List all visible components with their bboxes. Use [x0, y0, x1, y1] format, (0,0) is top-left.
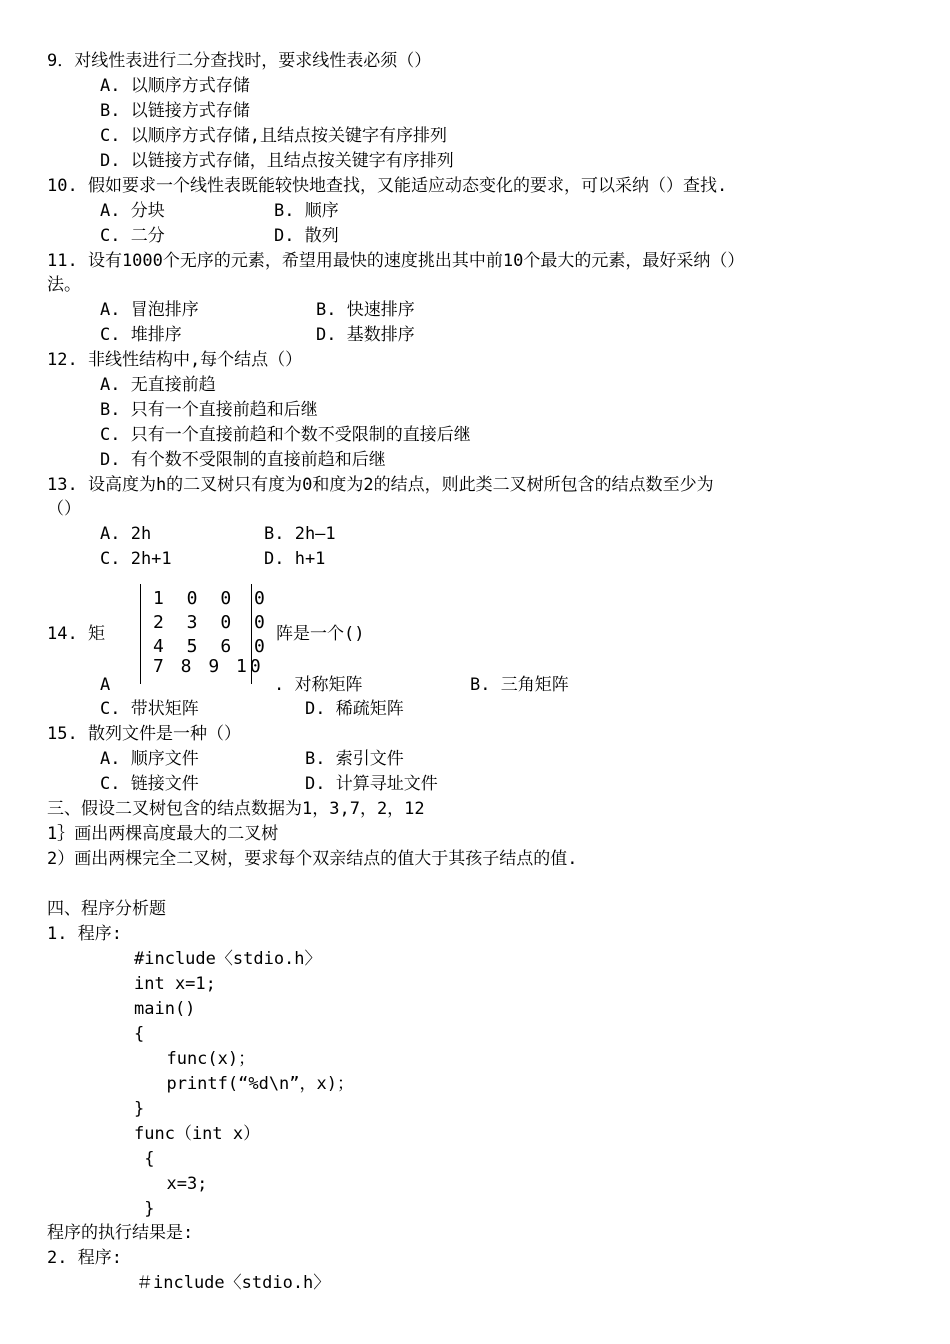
q13-option-d: D. h+1 [264, 549, 326, 569]
q12-stem: 12. 非线性结构中,每个结点（） [47, 350, 303, 370]
code-line: printf(“%d\n”，x)； [146, 1074, 354, 1094]
matrix [140, 584, 271, 684]
q9-option-a: A. 以顺序方式存储 [100, 76, 250, 96]
q14-stem-left: 14. 矩 [47, 624, 105, 644]
code-line: #include〈stdio.h〉 [134, 949, 322, 969]
q15-option-c: C. 链接文件 [100, 774, 199, 794]
code-line: func(x)； [146, 1049, 256, 1069]
q13-stem: 13. 设高度为h的二叉树只有度为0和度为2的结点，则此类二叉树所包含的结点数至少为 [47, 475, 714, 495]
q11-stem-cont: 法。 [47, 275, 81, 295]
q9-stem: 9．对线性表进行二分查找时，要求线性表必须（） [47, 51, 432, 71]
q14-option-b: B. 三角矩阵 [470, 675, 569, 695]
q13-stem-cont: （） [47, 499, 81, 519]
q12-option-c: C. 只有一个直接前趋和个数不受限制的直接后继 [100, 425, 471, 445]
q10-option-d: D. 散列 [274, 226, 339, 246]
code-line: } [134, 1099, 145, 1119]
q10-option-a: A. 分块 [100, 201, 165, 221]
q11-option-c: C. 堆排序 [100, 325, 182, 345]
q10-option-b: B. 顺序 [274, 201, 339, 221]
q11-option-d: D. 基数排序 [316, 325, 415, 345]
q15-stem: 15. 散列文件是一种（） [47, 724, 241, 744]
q15-option-a: A. 顺序文件 [100, 749, 199, 769]
matrix-row: 4 5 6 0 [153, 636, 271, 657]
q10-stem: 10. 假如要求一个线性表既能较快地查找，又能适应动态变化的要求，可以采纳（）查找. [47, 176, 728, 196]
code-line: int x=1; [134, 974, 216, 994]
code-line: } [134, 1199, 155, 1219]
q13-option-b: B. 2h—1 [264, 524, 336, 544]
section3-item-2: 2）画出两棵完全二叉树，要求每个双亲结点的值大于其孩子结点的值. [47, 849, 578, 869]
code-line: main() [134, 999, 196, 1019]
q14-stem-right: 阵是一个() [276, 624, 365, 644]
section3-title: 三、假设二叉树包含的结点数据为1，3,7，2，12 [47, 799, 425, 819]
section4-title: 四、程序分析题 [47, 899, 166, 919]
q11-option-b: B. 快速排序 [316, 300, 415, 320]
q14-option-d: D. 稀疏矩阵 [305, 699, 404, 719]
code-line: func（int x） [134, 1124, 261, 1144]
q13-option-c: C. 2h+1 [100, 549, 172, 569]
matrix-row: 7 8 9 10 [153, 656, 264, 677]
q14-option-a-letter: A [100, 675, 111, 695]
q12-option-b: B. 只有一个直接前趋和后继 [100, 400, 318, 420]
q11-stem: 11. 设有1000个无序的元素，希望用最快的速度挑出其中前10个最大的元素，最好采纳（） [47, 251, 745, 271]
q14-option-c: C. 带状矩阵 [100, 699, 199, 719]
q12-option-a: A. 无直接前趋 [100, 375, 216, 395]
matrix-row: 2 3 0 0 [153, 612, 271, 633]
q11-option-a: A. 冒泡排序 [100, 300, 199, 320]
matrix-row: 1 0 0 0 [153, 588, 271, 609]
code-line: ＃include〈stdio.h〉 [136, 1273, 331, 1293]
q12-option-d: D. 有个数不受限制的直接前趋和后继 [100, 450, 386, 470]
code-line: { [134, 1149, 155, 1169]
q13-option-a: A. 2h [100, 524, 152, 544]
q9-option-b: B. 以链接方式存储 [100, 101, 250, 121]
program-1-label: 1. 程序: [47, 924, 122, 944]
code-line: { [134, 1024, 145, 1044]
q9-option-c: C. 以顺序方式存储,且结点按关键字有序排列 [100, 126, 447, 146]
q10-option-c: C. 二分 [100, 226, 165, 246]
q15-option-b: B. 索引文件 [305, 749, 404, 769]
q15-option-d: D. 计算寻址文件 [305, 774, 438, 794]
program-2-label: 2. 程序: [47, 1248, 122, 1268]
program-1-result: 程序的执行结果是: [47, 1223, 194, 1243]
code-line: x=3; [146, 1174, 208, 1194]
section3-item-1: 1｝画出两棵高度最大的二叉树 [47, 824, 279, 844]
q9-option-d: D. 以链接方式存储，且结点按关键字有序排列 [100, 151, 454, 171]
q14-option-a: . 对称矩阵 [274, 675, 363, 695]
